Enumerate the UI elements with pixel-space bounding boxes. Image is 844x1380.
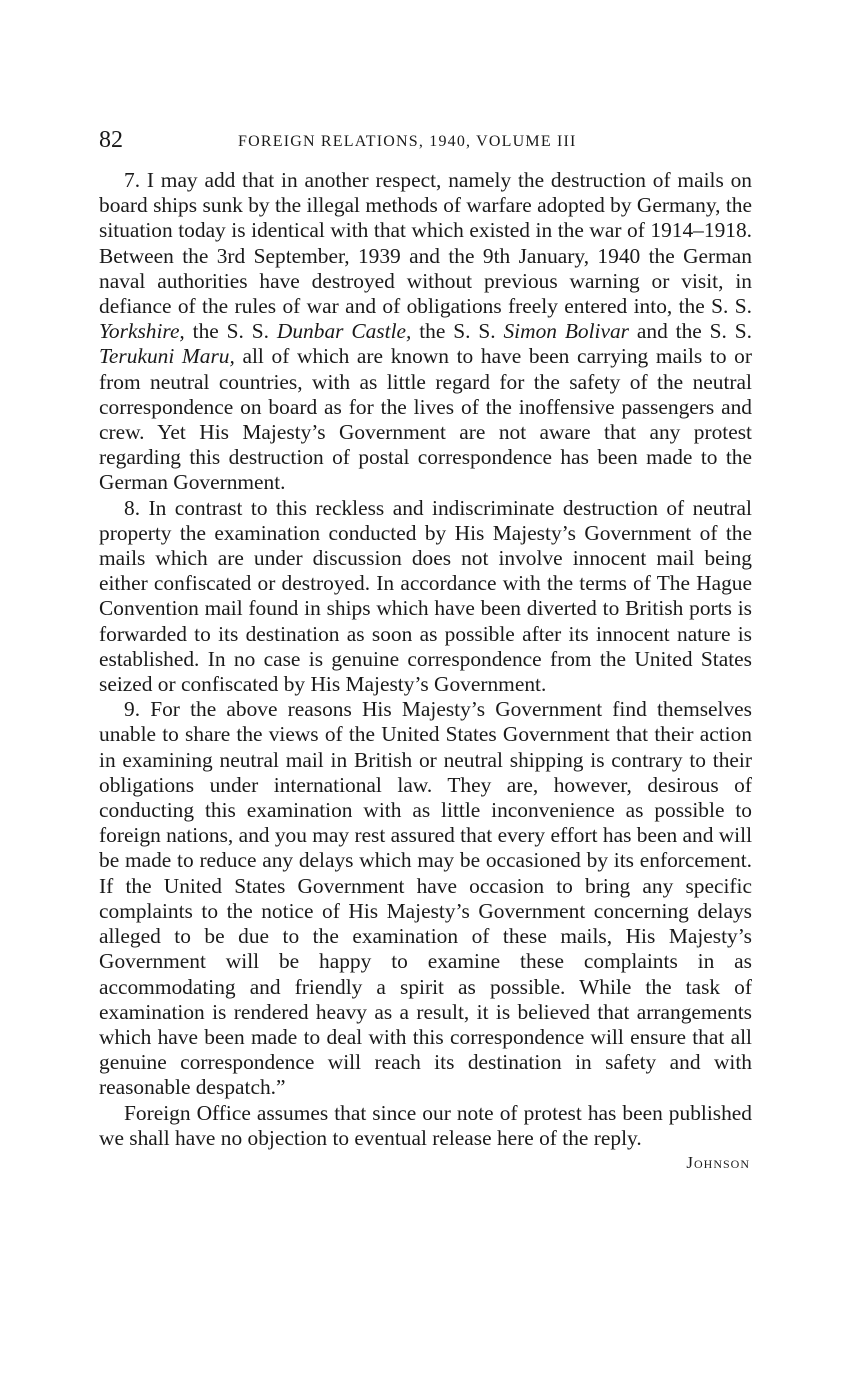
paragraph-7-text-5: all of which are known to have been carrying mails to or from neutral countries, with as little regard for the safety of the neutral correspondence on board as for the lives of the inoffensive passengers and crew. Yet His Majesty’s Government are not aware that any protest regarding this destruction of postal correspondence has been made to the German Government. bbox=[99, 344, 752, 495]
paragraph-7-text-3: the S. S. bbox=[411, 319, 504, 344]
closing-paragraph: Foreign Office assumes that since our note of protest has been published we shall have no objection to eventual release here of the reply. bbox=[99, 1100, 752, 1150]
page-number: 82 bbox=[99, 127, 123, 153]
paragraph-7-text-2: the S. S. bbox=[184, 319, 277, 344]
paragraph-8: 8. In contrast to this reckless and indiscriminate destruction of neutral property the examination conducted by His Majesty’s Government of the mails which are under discussion does not involve innocent mail being either confiscated or destroyed. In accordance with the terms of The Hague Convention mail found in ships which have been diverted to British ports is forwarded to its destination as soon as possible after its innocent nature is established. In no case is genuine correspondence from the United States seized or confiscated by His Majesty’s Government. bbox=[99, 495, 752, 697]
running-title: FOREIGN RELATIONS, 1940, VOLUME III bbox=[238, 133, 577, 150]
paragraph-7 bbox=[99, 168, 752, 496]
paragraph-7-text-1: 7. I may add that in another respect, namely the destruction of mails on board ships sunk by the illegal methods of warfare adopted by Germany, the situation today is identical with that which existed in the war of 1914–1918. Between the 3rd September, 1939 and the 9th January, 1940 the German naval authorities have destroyed without previous warning or visit, in defiance of the rules of war and of obligations freely entered into, the S. S. bbox=[99, 168, 752, 319]
ship-name-yorkshire: Yorkshire, bbox=[99, 319, 185, 344]
paragraph-7-text-4: and the S. S. bbox=[629, 319, 752, 344]
ship-name-terukuni-maru: Terukuni Maru, bbox=[99, 344, 235, 369]
ship-name-dunbar-castle: Dunbar Castle, bbox=[276, 319, 412, 344]
signature: Johnson bbox=[686, 1152, 750, 1172]
paragraph-9: 9. For the above reasons His Majesty’s Government find themselves unable to share the views of the United States Government that their action in examining neutral mail in British or neutral shipping is contrary to their obligations under international law. They are, however, desirous of conducting this examination with as little inconvenience as possible to foreign nations, and you may rest assured that every effort has been and will be made to reduce any delays which may be occasioned by its enforcement. If the United States Government have occasion to bring any specific complaints to the notice of His Majesty’s Government concerning delays alleged to be due to the examination of these mails, His Majesty’s Government will be happy to examine these complaints in as accommodating and friendly a spirit as possible. While the task of examination is rendered heavy as a result, it is believed that arrangements which have been made to deal with this correspondence will ensure that all genuine correspondence will reach its destination in safety and with reasonable despatch.” bbox=[99, 697, 753, 1100]
page-header bbox=[99, 124, 752, 158]
ship-name-simon-bolivar: Simon Bolivar bbox=[503, 319, 629, 344]
document-page bbox=[99, 124, 752, 1175]
